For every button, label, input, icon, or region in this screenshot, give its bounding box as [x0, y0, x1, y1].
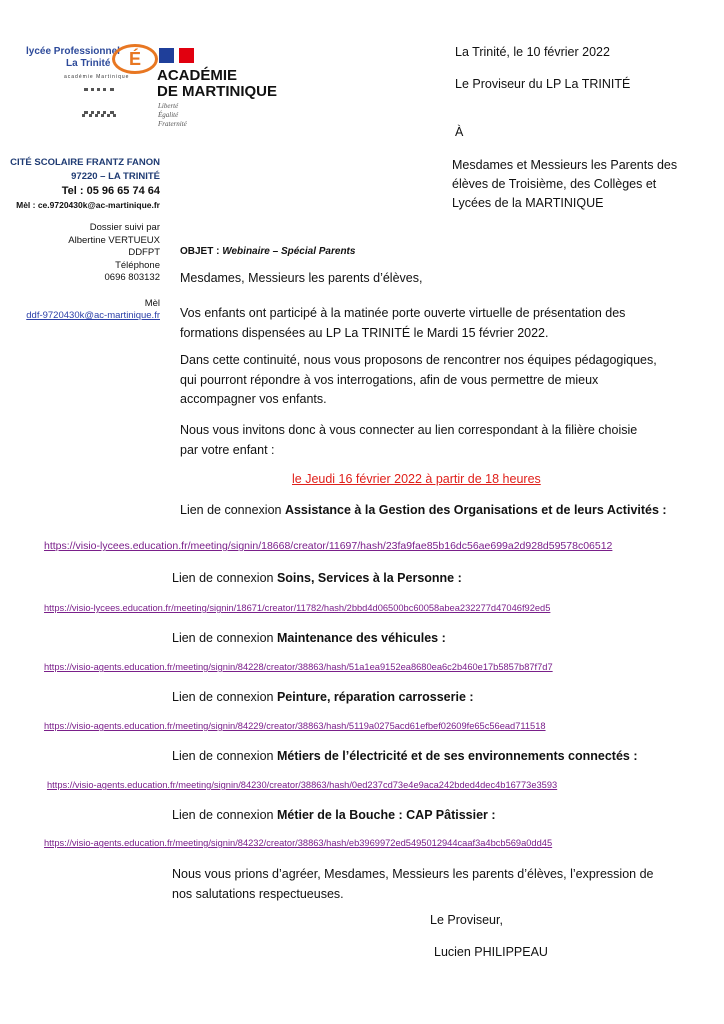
meeting-link[interactable]: https://visio-agents.education.fr/meeting/signin/84228/creator/38863/hash/51a1ea9152ea8680ea6c2b460e17b5857b87f7d7	[44, 662, 553, 672]
link-heading-2	[172, 571, 462, 585]
filiere-label: Métier de la Bouche : CAP Pâtissier :	[276, 808, 496, 822]
lien-prefix: Lien de connexion	[172, 690, 277, 704]
devise-line: Liberté	[158, 102, 179, 110]
text-line: Nous vous invitons donc à vous connecter au lien correspondant à la filière choisie	[180, 423, 638, 437]
lycee-logo-text: lycée Professionnel	[26, 46, 120, 57]
paragraph-3	[180, 421, 637, 460]
text-line: accompagner vos enfants.	[180, 392, 327, 406]
event-date: le Jeudi 16 février 2022 à partir de 18 heures	[292, 472, 541, 486]
link-heading-6	[172, 808, 496, 822]
devise	[158, 102, 187, 129]
lien-prefix: Lien de connexion	[172, 631, 277, 645]
lien-prefix: Lien de connexion	[172, 749, 277, 763]
salutation: Mesdames, Messieurs les parents d’élèves,	[180, 271, 423, 285]
filiere-label: Métiers de l’électricité et de ses environnements connectés :	[276, 749, 638, 763]
paragraph-2	[180, 351, 657, 410]
link-heading-4	[172, 690, 474, 704]
recipients	[452, 156, 677, 213]
filiere-label: Assistance à la Gestion des Organisations et de leurs Activités :	[284, 503, 667, 517]
meeting-link[interactable]: https://visio-agents.education.fr/meeting/signin/84230/creator/38863/hash/0ed237cd73e4e9aca242bded4dec4b16773e3593	[47, 780, 558, 790]
link-heading-1	[180, 503, 667, 517]
logo-sub: académie Martinique	[64, 74, 130, 80]
objet-value: Webinaire – Spécial Parents	[222, 246, 356, 257]
meeting-link[interactable]: https://visio-agents.education.fr/meeting/signin/84229/creator/38863/hash/5119a0275acd61efbef02609fe65c56ead711518	[44, 721, 546, 731]
school-tel: Tel : 05 96 65 74 64	[61, 185, 160, 197]
mel-label: Mèl	[144, 297, 160, 309]
devise-line: Fraternité	[158, 120, 187, 128]
date-line: La Trinité, le 10 février 2022	[455, 45, 610, 59]
paragraph-1	[180, 304, 625, 343]
lien-prefix: Lien de connexion	[172, 808, 277, 822]
mel-link[interactable]: ddf-9720430k@ac-martinique.fr	[26, 310, 160, 321]
text-line: qui pourront répondre à vos interrogations, afin de vous permettre de mieux	[180, 372, 599, 387]
recipient-line: élèves de Troisième, des Collèges et	[452, 177, 657, 191]
lycee-logo-text: La Trinité	[66, 58, 111, 69]
academie-text: DE MARTINIQUE	[157, 83, 277, 100]
objet-label: OBJET :	[180, 246, 223, 257]
devise-line: Égalité	[158, 111, 179, 119]
recipient-line: Lycées de la MARTINIQUE	[452, 196, 604, 210]
text-line: formations dispensées au LP La TRINITÉ le Mardi 15 février 2022.	[180, 325, 549, 340]
recipient-line: Mesdames et Messieurs les Parents des	[452, 158, 678, 172]
text-line: nos salutations respectueuses.	[172, 886, 344, 901]
sender: Le Proviseur du LP La TRINITÉ	[455, 77, 631, 91]
academie-logo	[157, 68, 277, 100]
a-label: À	[455, 125, 464, 139]
school-postal: 97220 – LA TRINITÉ	[71, 171, 160, 182]
text-line: Dans cette continuité, nous vous proposons de rencontrer nos équipes pédagogiques,	[180, 353, 657, 367]
ministry-text-decor	[84, 88, 114, 114]
meeting-link[interactable]: https://visio-lycees.education.fr/meeting/signin/18671/creator/11782/hash/2bbd4d06500bc60058abea232277d47046f92ed5	[44, 603, 551, 613]
link-heading-5	[172, 749, 638, 763]
link-heading-3	[172, 631, 446, 645]
signature-name: Lucien PHILIPPEAU	[434, 945, 548, 959]
tel-label: Téléphone	[115, 259, 160, 271]
academie-text: ACADÉMIE	[157, 67, 238, 84]
signature-title: Le Proviseur,	[430, 913, 503, 927]
objet	[180, 246, 355, 257]
school-mel: Mèl : ce.9720430k@ac-martinique.fr	[16, 200, 160, 210]
school-address	[10, 156, 160, 212]
dossier-label: Dossier suivi par	[89, 222, 160, 233]
ministry-text-decor	[82, 114, 116, 129]
dossier-name: Albertine VERTUEUX	[68, 234, 160, 246]
closing	[172, 865, 653, 904]
lien-prefix: Lien de connexion	[180, 503, 285, 517]
text-line: Nous vous prions d’agréer, Mesdames, Messieurs les parents d’élèves, l’expression de	[172, 867, 654, 881]
e-logo-icon: É	[112, 44, 158, 74]
filiere-label: Maintenance des véhicules :	[276, 631, 446, 645]
text-line: par votre enfant :	[180, 442, 275, 457]
dossier-info	[26, 222, 160, 323]
filiere-label: Peinture, réparation carrosserie :	[276, 690, 474, 704]
lien-prefix: Lien de connexion	[172, 571, 277, 585]
lycee-logo	[24, 42, 144, 130]
french-flag-icon	[159, 48, 195, 63]
text-line: Vos enfants ont participé à la matinée porte ouverte virtuelle de présentation des	[180, 306, 626, 320]
dossier-role: DDFPT	[128, 247, 160, 258]
school-name: CITÉ SCOLAIRE FRANTZ FANON	[10, 157, 160, 168]
meeting-link[interactable]: https://visio-lycees.education.fr/meeting/signin/18668/creator/11697/hash/23fa9fae85b16dc56ae699a2d928d59578c06512	[44, 540, 613, 552]
tel-value: 0696 803132	[104, 272, 160, 283]
meeting-link[interactable]: https://visio-agents.education.fr/meeting/signin/84232/creator/38863/hash/eb3969972ed5495012944caaf3a4bcb569a0dd45	[44, 838, 553, 848]
filiere-label: Soins, Services à la Personne :	[276, 571, 462, 585]
